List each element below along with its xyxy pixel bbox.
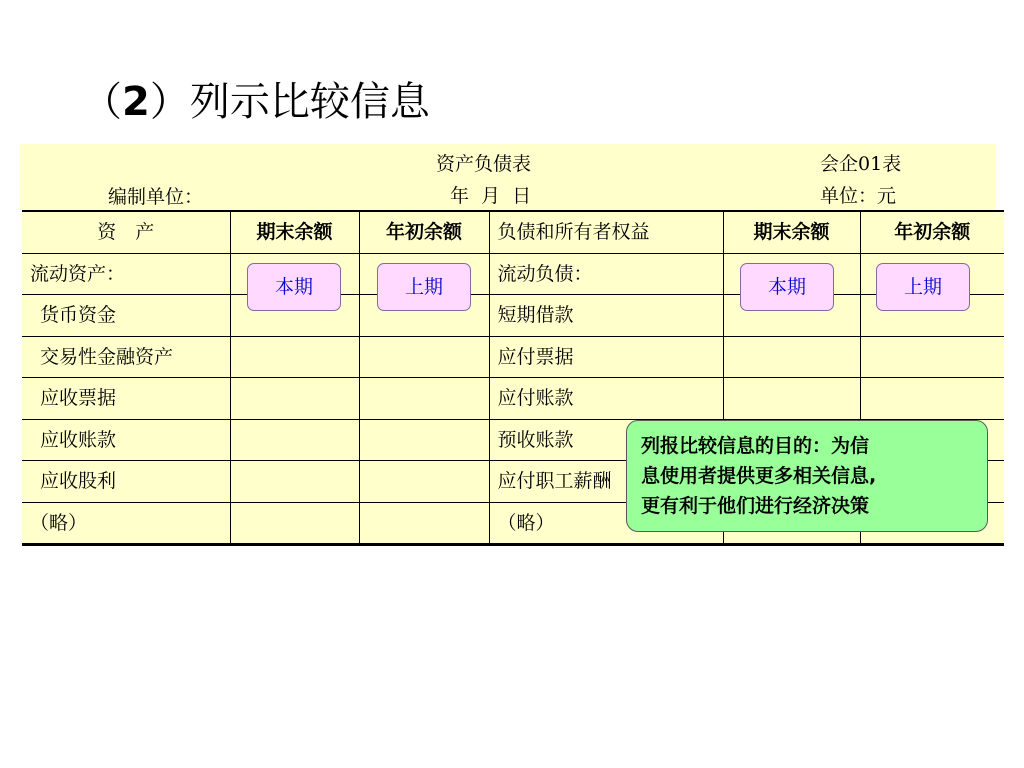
header-beginning-balance-2: 年初余额	[860, 211, 1004, 253]
unit-label: 单位：元	[820, 185, 897, 207]
value-cell	[723, 378, 860, 420]
asset-cell: 应收股利	[22, 461, 230, 503]
value-cell	[359, 461, 489, 503]
current-period-tag-assets: 本期	[247, 263, 341, 311]
liability-cell: 应付职工薪酬	[489, 461, 723, 503]
form-code: 会企01表	[820, 153, 902, 175]
header-ending-balance-2: 期末余额	[723, 211, 860, 253]
prior-period-tag-liabilities: 上期	[876, 263, 970, 311]
liability-cell: 应付账款	[489, 378, 723, 420]
header-liabilities-equity: 负债和所有者权益	[489, 211, 723, 253]
liability-cell: 应付票据	[489, 336, 723, 378]
liability-cell: 预收账款	[489, 419, 723, 461]
current-period-tag-liabilities: 本期	[740, 263, 834, 311]
header-ending-balance: 期末余额	[230, 211, 359, 253]
company-label: 编制单位：	[108, 186, 204, 208]
value-cell	[359, 336, 489, 378]
value-cell	[230, 419, 359, 461]
value-cell	[230, 461, 359, 503]
header-assets: 资 产	[22, 211, 230, 253]
asset-cell: 货币资金	[22, 295, 230, 337]
asset-cell: 应收票据	[22, 378, 230, 420]
asset-cell: 应收账款	[22, 419, 230, 461]
title-text: ）列示比较信息	[149, 79, 430, 125]
note-line: 更有利于他们进行经济决策	[641, 495, 870, 517]
table-row	[22, 336, 1004, 378]
purpose-note-box	[626, 420, 988, 532]
value-cell	[723, 336, 860, 378]
liability-cell: 流动负债：	[489, 253, 723, 295]
balance-sheet-header	[20, 144, 996, 210]
table-row	[22, 378, 1004, 420]
asset-cell: （略）	[22, 502, 230, 545]
value-cell	[359, 419, 489, 461]
asset-cell: 流动资产：	[22, 253, 230, 295]
value-cell	[230, 502, 359, 545]
asset-cell: 交易性金融资产	[22, 336, 230, 378]
value-cell	[359, 378, 489, 420]
prior-period-tag-assets: 上期	[377, 263, 471, 311]
date-line: 年 月 日	[450, 185, 532, 207]
value-cell	[860, 378, 1004, 420]
liability-cell: （略）	[489, 502, 723, 545]
table-row	[22, 253, 1004, 295]
liability-cell: 短期借款	[489, 295, 723, 337]
note-line: 列报比较信息的目的：为信	[641, 435, 870, 457]
title-number: 2	[122, 79, 150, 125]
table-row	[22, 295, 1004, 337]
note-line: 息使用者提供更多相关信息,	[641, 465, 877, 487]
title-prefix: （	[82, 79, 122, 125]
table-header-row	[22, 211, 1004, 253]
value-cell	[359, 502, 489, 545]
value-cell	[230, 336, 359, 378]
sheet-title: 资产负债表	[436, 153, 532, 175]
slide-title	[82, 76, 430, 128]
value-cell	[230, 378, 359, 420]
value-cell	[860, 336, 1004, 378]
header-beginning-balance: 年初余额	[359, 211, 489, 253]
